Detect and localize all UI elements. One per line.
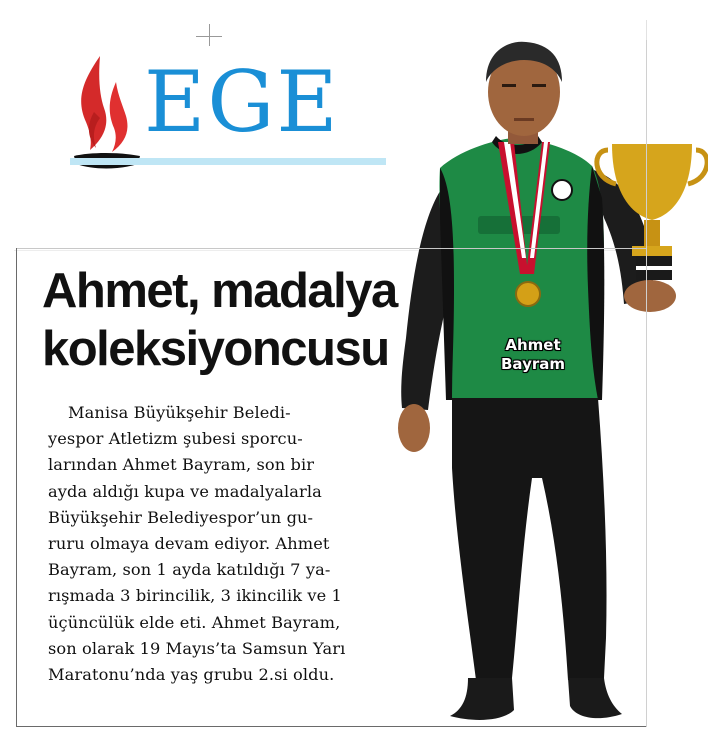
frame-line xyxy=(16,248,646,249)
body-line: rışmada 3 birincilik, 3 ikincilik ve 1 xyxy=(48,586,342,606)
frame-line xyxy=(646,40,647,727)
newspaper-logo xyxy=(70,52,400,182)
logo-underline xyxy=(70,158,386,165)
frame-line xyxy=(16,726,646,727)
photo-caption xyxy=(488,336,578,374)
body-line: üçüncülük elde eti. Ahmet Bayram, xyxy=(48,612,341,632)
athlete-photo xyxy=(392,38,708,738)
body-line: ayda aldığı kupa ve madalyalarla xyxy=(48,481,322,501)
body-line: ruru olmaya devam ediyor. Ahmet xyxy=(48,534,330,554)
frame-line xyxy=(16,248,17,726)
body-line: Bayram, son 1 ayda katıldığı 7 ya- xyxy=(48,560,331,580)
body-line: Manisa Büyükşehir Beledi- xyxy=(68,403,291,422)
caption-line: Ahmet xyxy=(505,336,561,354)
flame-icon xyxy=(70,52,144,172)
article-body xyxy=(48,400,418,688)
body-line: son olarak 19 Mayıs’ta Samsun Yarı xyxy=(48,638,346,658)
caption-line: Bayram xyxy=(500,355,566,373)
body-line: yespor Atletizm şubesi sporcu- xyxy=(48,429,303,449)
article-headline xyxy=(42,262,442,378)
headline-line: Ahmet, madalya xyxy=(42,264,397,318)
body-line: Maratonu’nda yaş grubu 2.si oldu. xyxy=(48,665,335,685)
body-line: larından Ahmet Bayram, son bir xyxy=(48,455,315,475)
logo-wordmark: EGE xyxy=(144,53,340,151)
headline-line: koleksiyoncusu xyxy=(42,322,389,376)
body-line: Büyükşehir Belediyespor’un gu- xyxy=(48,507,314,527)
crop-mark xyxy=(209,24,210,46)
